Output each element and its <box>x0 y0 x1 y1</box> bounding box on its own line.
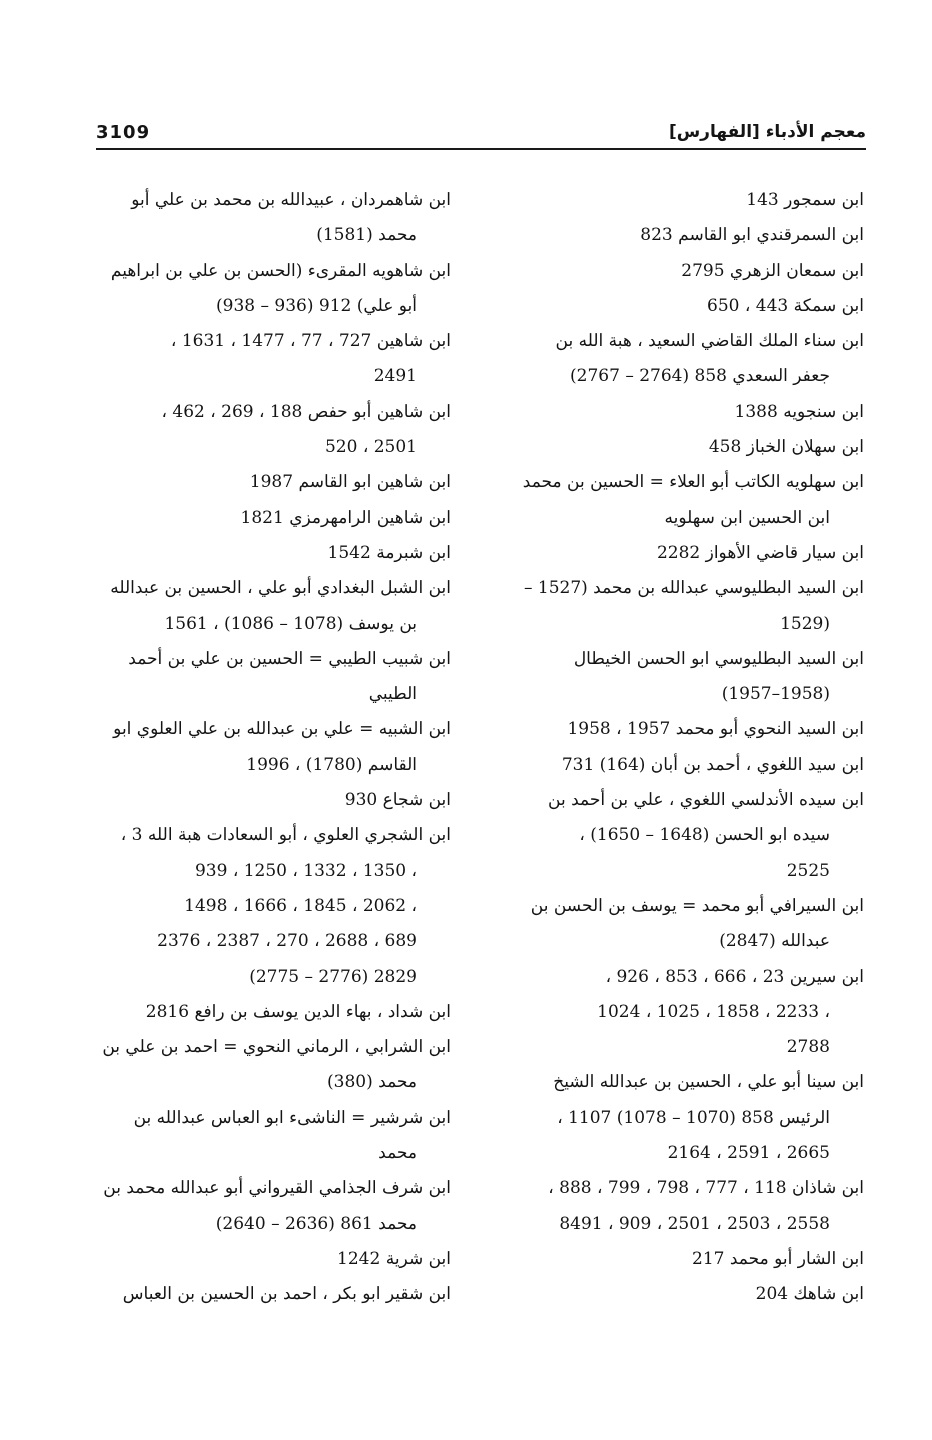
page-header <box>96 116 866 156</box>
index-entry-line: 2376 ، 2387 ، 270 ، 2688 ، 689 <box>157 931 417 952</box>
index-entry-line: ابن الشبيه = علي بن عبدالله بن علي العلوي ابو <box>113 719 451 740</box>
index-entry-line: ابن الشبل البغدادي أبو علي ، الحسين بن عبدالله <box>110 578 451 599</box>
index-entry-line: ابن شاهين 727 ، 77 ، 1477 ، 1631 ، <box>170 331 451 352</box>
index-entry-line: ابن سهلويه الكاتب أبو العلاء = الحسين بن محمد <box>522 472 864 493</box>
index-entry-line: 8491 ، 909 ، 2501 ، 2503 ، 2558 <box>559 1213 830 1234</box>
running-title: معجم الأدباء [الفهارس] <box>668 122 866 142</box>
index-entry-line: ابن سهلان الخباز 458 <box>708 437 864 458</box>
index-entry-line: ابن سمعان الزهري 2795 <box>681 260 864 281</box>
index-entry-line: 1024 ، 1025 ، 1858 ، 2233 ، <box>597 1001 830 1022</box>
index-entry-line: ابن سينا أبو علي ، الحسين بن عبدالله الشيخ <box>553 1072 864 1093</box>
index-entry-line: ابن شرشير = الناشىء ابو العباس عبدالله بن <box>133 1107 451 1128</box>
index-entry-line: ابن الشرابي ، الرماني النحوي = احمد بن علي بن <box>102 1037 451 1058</box>
index-entry-line: ابن شقير ابو بكر ، احمد بن الحسين بن العباس <box>122 1284 451 1305</box>
index-entry-line: بن يوسف (1078 – 1086) ، 1561 <box>164 613 417 634</box>
index-entry-line: ابن السمرقندي ابو القاسم 823 <box>640 225 864 246</box>
index-entry-line: 1529) <box>780 613 830 634</box>
index-entry-line: الطيبي <box>368 684 417 705</box>
index-entry-line: محمد <box>378 1143 417 1164</box>
index-entry-line: ابن شاذان 118 ، 777 ، 798 ، 799 ، 888 ، <box>548 1178 864 1199</box>
index-entry-line: ابن سيار قاضي الأهواز 2282 <box>656 542 864 563</box>
index-column-right <box>499 183 864 1313</box>
header-rule <box>96 148 866 150</box>
index-entry-line: ابن الشجري العلوي ، أبو السعادات هبة الله 3 ، <box>120 825 451 846</box>
index-entry-line: محمد 861 (2636 – 2640) <box>215 1213 417 1234</box>
index-entry-line: ابن الشار أبو محمد 217 <box>692 1248 864 1269</box>
index-entry-line: ابن شبرمة 1542 <box>327 542 451 563</box>
index-entry-line: ابن شبيب الطيبي = الحسين بن علي بن أحمد <box>128 648 451 669</box>
index-column-left <box>86 183 451 1313</box>
index-entry-line: ابن سناء الملك القاضي السعيد ، هبة الله بن <box>555 331 864 352</box>
index-entry-line: أبو علي) 912 (936 – 938) <box>216 295 417 316</box>
index-entry-line: ابن سيده الأندلسي اللغوي ، علي بن أحمد بن <box>548 790 864 811</box>
index-entry-line: ابن السيد البطليوسي عبدالله بن محمد (1527 – <box>523 578 864 599</box>
index-entry-line: ابن سمجور 143 <box>746 190 864 210</box>
index-entry-line: 939 ، 1250 ، 1332 ، 1350 ، <box>194 860 417 881</box>
index-entry-line: 520 ، 2501 <box>324 437 417 458</box>
index-entry-line: محمد (380) <box>327 1072 417 1093</box>
index-entry-line: ابن شداد ، بهاء الدين يوسف بن رافع 2816 <box>145 1001 451 1022</box>
index-entry-line: الرئيس 858 (1070 – 1078) 1107 ، <box>557 1107 830 1128</box>
index-entry-line: (1957–1958) <box>721 684 830 705</box>
index-entry-line: ابن السيرافي أبو محمد = يوسف بن الحسن بن <box>530 895 864 916</box>
page-number: 3109 <box>96 122 151 143</box>
index-entry-line: ابن سمكة 443 ، 650 <box>707 295 864 316</box>
index-entry-line: القاسم (1780) ، 1996 <box>246 754 417 775</box>
index-entry-line: عبدالله (2847) <box>719 931 830 952</box>
index-entry-line: جعفر السعدي 858 (2764 – 2767) <box>570 366 830 387</box>
index-entry-line: ابن السيد البطليوسي ابو الحسن الخيطال <box>573 648 864 669</box>
index-entry-line: ابن سنجويه 1388 <box>734 401 864 422</box>
index-entry-line: ابن شرية 1242 <box>337 1248 451 1269</box>
index-entry-line: محمد (1581) <box>316 225 417 246</box>
index-entry-line: ابن شجاع 930 <box>344 790 451 811</box>
index-entry-line: 1498 ، 1666 ، 1845 ، 2062 ، <box>184 895 417 916</box>
index-entry-line: ابن سيد اللغوي ، أحمد بن أبان (164) 731 <box>561 754 864 775</box>
index-entry-line: ابن السيد النحوي أبو محمد 1957 ، 1958 <box>567 719 864 740</box>
index-entry-line: ابن شاهك 204 <box>755 1284 864 1305</box>
index-entry-line: ابن شاهويه المقرىء (الحسن بن علي بن ابراهيم <box>110 260 451 281</box>
index-entry-line: ابن شاهين ابو القاسم 1987 <box>249 472 451 493</box>
index-entry-line: ابن شرف الجذامي القيرواني أبو عبدالله محمد بن <box>103 1178 451 1199</box>
index-entry-line: ابن الحسين ابن سهلويه <box>664 507 830 528</box>
index-entry-line: سيده ابو الحسن (1648 – 1650) ، <box>579 825 830 846</box>
index-entry-line: 2164 ، 2591 ، 2665 <box>667 1143 830 1164</box>
index-entry-line: ابن شاهين أبو حفص 188 ، 269 ، 462 ، <box>161 401 451 422</box>
index-entry-line: ابن سيرين 23 ، 666 ، 853 ، 926 ، <box>605 966 864 987</box>
index-entry-line: ابن شاهمردان ، عبيدالله بن محمد بن علي أبو <box>131 190 451 210</box>
index-entry-line: (2775 – 2776) 2829 <box>249 966 417 987</box>
index-entry-line: 2788 <box>786 1037 830 1058</box>
index-entry-line: ابن شاهين الرامهرمزي 1821 <box>240 507 451 528</box>
index-entry-line: 2525 <box>786 860 830 881</box>
index-entry-line: 2491 <box>373 366 417 387</box>
